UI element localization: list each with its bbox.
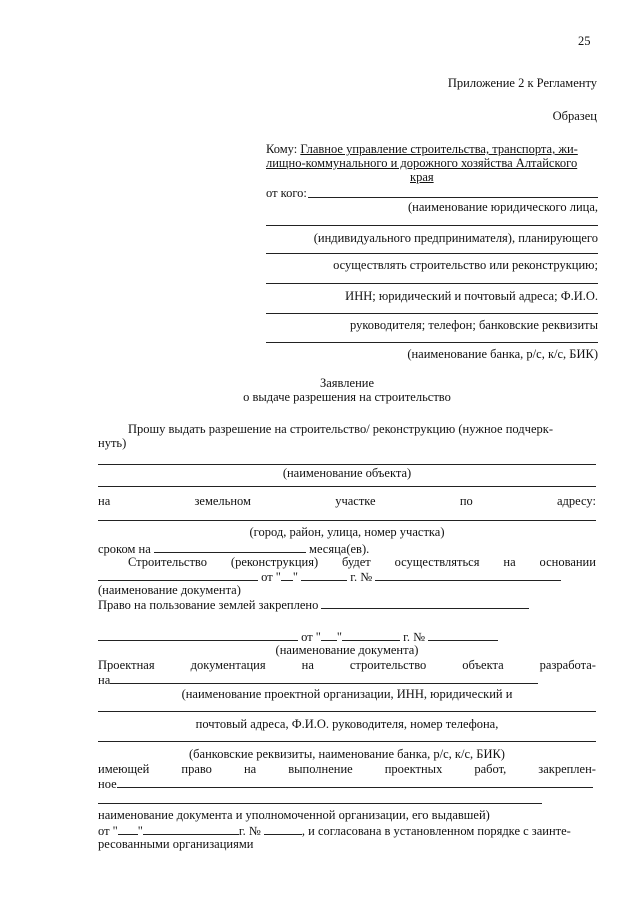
basis-word: на [503,555,516,569]
basis-word: основании [539,555,596,569]
request-line-2: нуть) [98,436,127,450]
final-day-blank [118,823,138,835]
addressee-line-3: края [410,170,434,184]
addressee-line-1 [266,142,578,157]
basis-doc-blank [98,569,258,581]
license-word: проектных [384,762,443,776]
license-word: право [181,762,212,776]
project-word: разработа- [539,658,596,672]
license-noe: ное [98,777,117,791]
from-hint-2: (индивидуального предпринимателя), планирующего [313,231,598,245]
basis-year: г. № [350,570,373,584]
from-line-2 [266,225,598,226]
land-month-blank [342,629,400,641]
project-word: документация [190,658,266,672]
license-noe-row [98,776,593,792]
object-hint: (наименование объекта) [282,466,412,480]
basis-quote: " [292,570,299,584]
final-quote: " [137,824,143,838]
project-na-row [98,672,538,688]
from-line-3 [266,253,598,254]
license-hint: наименование документа и уполномоченной организации, его выдавшей) [98,808,490,822]
org-hint-2: почтовый адреса, Ф.И.О. руководителя, номер телефона, [195,717,499,731]
from-hint-1: (наименование юридического лица, [407,200,598,214]
object-line-2 [98,486,596,487]
basis-word: будет [342,555,371,569]
from-hint-6: (наименование банка, р/с, к/с, БИК) [407,347,598,361]
page-number: 25 [578,34,591,48]
final-from: от " [98,824,118,838]
land-doc-blank [98,629,298,641]
basis-word: (реконструкция) [230,555,319,569]
project-word: строительство [349,658,427,672]
project-org-blank [110,672,538,684]
address-word: участке [335,494,376,508]
basis-month-blank [301,569,347,581]
from-hint-5: руководителя; телефон; банковские реквизиты [349,318,598,332]
from-label: от кого: [266,186,307,200]
basis-doc-hint: (наименование документа) [98,583,241,597]
license-row [98,762,596,777]
final-rest: , и согласована в установленном порядке с заинте- [301,824,571,838]
project-na: на [98,673,111,687]
license-word: имеющей [98,762,150,776]
land-from: от " [301,630,321,644]
final-number-blank [264,823,302,835]
basis-row [128,555,596,570]
document-title: Заявление [319,376,374,390]
appendix-label: Приложение 2 к Регламенту [447,76,597,90]
org-line-2 [98,711,596,712]
org-hint-3: (банковские реквизиты, наименование банка, р/с, к/с, БИК) [189,747,505,761]
basis-word: осуществляться [394,555,480,569]
term-prefix: сроком на [98,542,151,556]
term-blank [154,541,306,553]
addressee-text-1: Главное управление строительства, транспорта, жи- [300,142,578,156]
org-line-3 [98,741,596,742]
address-hint: (город, район, улица, номер участка) [249,525,445,539]
from-line [308,197,598,198]
org-hint-1: (наименование проектной организации, ИНН, юридический и [181,687,513,701]
license-word: на [243,762,257,776]
land-doc-hint: (наименование документа) [275,643,419,657]
basis-word: Строительство [128,555,208,569]
land-right-blank [321,597,529,609]
address-word: по [459,494,473,508]
address-word: адресу: [556,494,596,508]
land-quote: " [336,630,343,644]
land-day-blank [321,629,337,641]
license-word: закреплен- [538,762,596,776]
project-row [98,658,596,673]
land-year: г. № [403,630,426,644]
basis-day-blank [281,569,293,581]
sample-label: Образец [552,109,597,123]
addressee-line-2: лищно-коммунального и дорожного хозяйства Алтайского [266,156,578,170]
from-hint-4: ИНН; юридический и почтовый адреса; Ф.И.О. [345,289,598,303]
final-line-2: ресованными организациями [98,837,254,851]
document-subtitle: о выдаче разрешения на строительство [243,390,451,404]
final-month-blank [143,823,239,835]
address-word: на [98,494,111,508]
address-row [98,494,596,509]
from-line-6 [266,342,598,343]
from-line-5 [266,313,598,314]
request-line-1: Прошу выдать разрешение на строительство/ реконструкцию (нужное подчерк- [128,422,553,436]
address-word: земельном [194,494,251,508]
to-label: Кому: [266,142,298,156]
term-suffix: месяца(ев). [309,542,370,556]
land-right-label: Право на пользование землей закреплено [98,598,319,612]
license-doc-blank [117,776,593,788]
license-word: выполнение [288,762,353,776]
land-row [98,597,529,613]
final-year: г. № [238,824,261,838]
project-word: на [301,658,314,672]
object-line [98,464,596,465]
land-number-blank [428,629,498,641]
address-line [98,520,596,521]
basis-from: от " [261,570,281,584]
license-word: работ, [474,762,507,776]
basis-number-blank [375,569,561,581]
from-line-4 [266,283,598,284]
project-word: Проектная [98,658,155,672]
project-word: объекта [462,658,504,672]
from-hint-3: осуществлять строительство или реконструкцию; [333,258,598,272]
license-line-2 [98,803,542,804]
